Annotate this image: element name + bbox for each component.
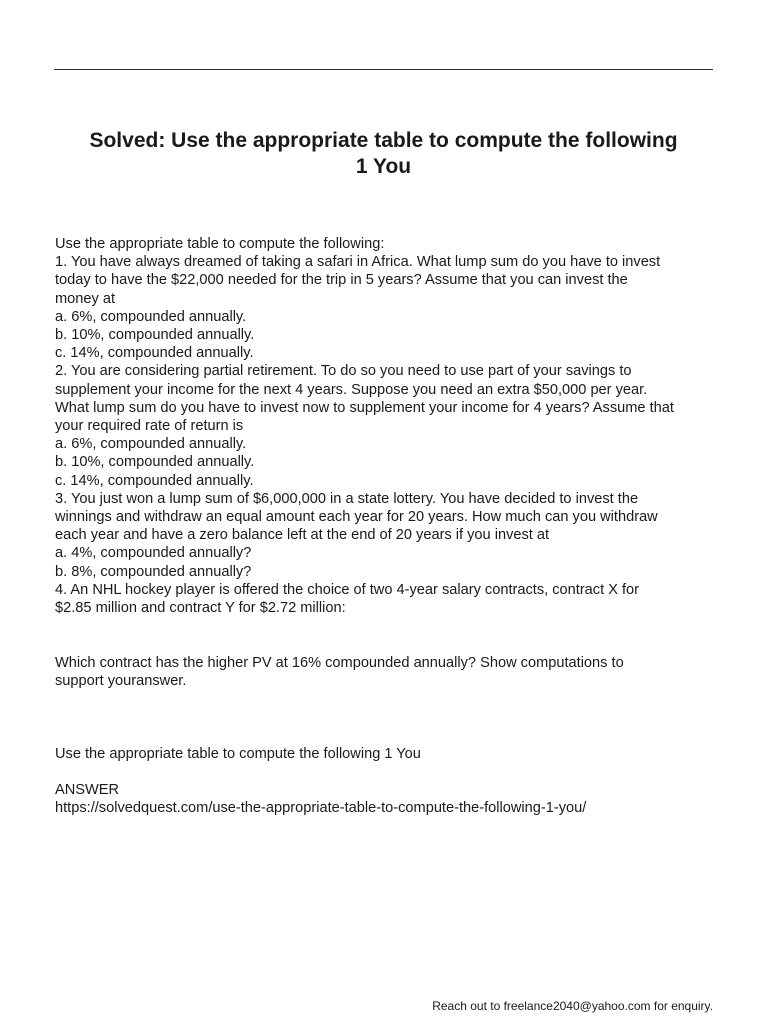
question-line: a. 6%, compounded annually.	[55, 436, 247, 453]
paragraph-spacer	[55, 763, 723, 781]
question-line: $2.85 million and contract Y for $2.72 million:	[55, 600, 346, 617]
question-line: c. 14%, compounded annually.	[55, 472, 254, 489]
answer-link[interactable]: https://solvedquest.com/use-the-appropriate-table-to-compute-the-following-1-you/	[55, 800, 587, 817]
answer-label: ANSWER	[55, 782, 120, 799]
question-line: Use the appropriate table to compute the following:	[55, 236, 385, 252]
page-title-line-2: 1 You	[355, 155, 412, 178]
question-line: 2. You are considering partial retirement. To do so you need to use part of your savings to	[55, 363, 632, 380]
question-line: winnings and withdraw an equal amount each year for 20 years. How much can you withdraw	[55, 509, 658, 526]
question-line: b. 10%, compounded annually.	[55, 454, 255, 471]
question-line: What lump sum do you have to invest now to supplement your income for 4 years? Assume that	[55, 399, 674, 416]
question-block	[55, 235, 723, 617]
question-line: each year and have a zero balance left at the end of 20 years if you invest at	[55, 527, 550, 544]
followup-line: support youranswer.	[55, 672, 187, 689]
question-line: a. 4%, compounded annually?	[55, 545, 252, 562]
question-line: c. 14%, compounded annually.	[55, 345, 254, 362]
document-body	[55, 235, 723, 817]
question-line: money at	[55, 290, 116, 307]
answer-block	[55, 781, 723, 817]
question-line: 4. An NHL hockey player is offered the choice of two 4-year salary contracts, contract X for	[55, 581, 640, 598]
summary-line: Use the appropriate table to compute the following 1 You	[55, 745, 421, 762]
paragraph-spacer	[55, 690, 723, 745]
question-line: your required rate of return is	[55, 418, 244, 435]
footer-contact: Reach out to freelance2040@yahoo.com for enquiry.	[432, 999, 713, 1013]
top-divider	[54, 69, 713, 70]
question-line: a. 6%, compounded annually.	[55, 308, 247, 325]
question-line: today to have the $22,000 needed for the trip in 5 years? Assume that you can invest the	[55, 272, 628, 289]
question-line: b. 8%, compounded annually?	[55, 563, 252, 580]
question-line: supplement your income for the next 4 years. Suppose you need an extra $50,000 per year.	[55, 381, 648, 398]
page-title	[54, 128, 713, 180]
followup-line: Which contract has the higher PV at 16% compounded annually? Show computations to	[55, 654, 624, 671]
question-line: b. 10%, compounded annually.	[55, 327, 255, 344]
page-title-line-1: Solved: Use the appropriate table to compute the following	[89, 129, 678, 152]
followup-question	[55, 654, 723, 690]
paragraph-spacer	[55, 617, 723, 653]
question-line: 3. You just won a lump sum of $6,000,000 in a state lottery. You have decided to invest the	[55, 490, 639, 507]
question-line: 1. You have always dreamed of taking a safari in Africa. What lump sum do you have to invest	[55, 254, 661, 271]
